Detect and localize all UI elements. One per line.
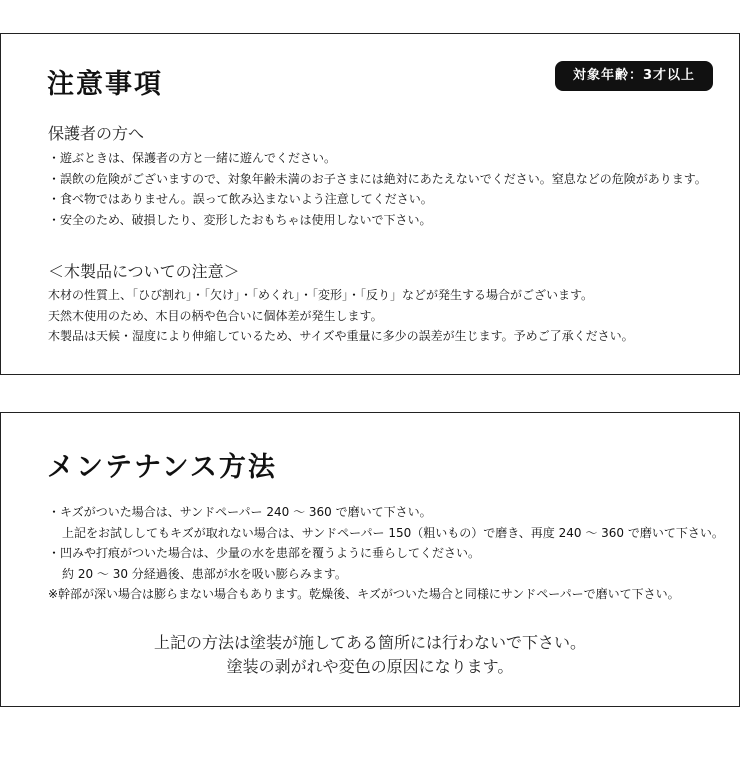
guardian-item: ・食べ物ではありません。誤って飲み込まないよう注意してください。 [48, 192, 433, 206]
wood-note-line: 木材の性質上、「ひび割れ」・「欠け」・「めくれ」・「変形」・「反り」などが発生する場合がございます。 [48, 288, 594, 302]
guardian-item: ・安全のため、破損したり、変形したおもちゃは使用しないで下さい。 [48, 212, 432, 227]
maintenance-footer-note [1, 631, 739, 679]
maintenance-line: 約 20 ～ 30 分経過後、患部が水を吸い膨らみます。 [62, 566, 347, 581]
guardian-heading: 保護者の方へ [48, 124, 145, 143]
wood-notes [48, 285, 729, 347]
maintenance-title: メンテナンス方法 [47, 452, 277, 483]
age-badge: 対象年齢：3才以上 [555, 61, 713, 91]
maintenance-line: 上記をお試ししてもキズが取れない場合は、サンドペーパー 150（粗いもの）で磨き、再度 240 ～ 360 で磨いて下さい。 [62, 525, 724, 540]
guardian-list [48, 148, 729, 230]
wood-note-line: 天然木使用のため、木目の柄や色合いに個体差が発生します。 [48, 308, 383, 323]
maintenance-panel [0, 412, 740, 707]
guardian-item: ・誤飲の危険がございますので、対象年齢未満のお子さまには絶対にあたえないでください。窒息などの危険があります。 [48, 171, 707, 186]
footer-line-2: 塗装の剥がれや変色の原因になります。 [226, 657, 514, 676]
footer-line-1: 上記の方法は塗装が施してある箇所には行わないで下さい。 [153, 633, 586, 652]
guardian-item: ・遊ぶときは、保護者の方と一緒に遊んでください。 [48, 151, 337, 165]
caution-panel [0, 33, 740, 375]
wood-heading: ＜木製品についての注意＞ [48, 262, 240, 281]
maintenance-line: ※幹部が深い場合は膨らまない場合もあります。乾燥後、キズがついた場合と同様にサンドペーパーで磨いて下さい。 [48, 587, 680, 601]
maintenance-line: ・キズがついた場合は、サンドペーパー 240 ～ 360 で磨いて下さい。 [48, 505, 432, 519]
wood-note-line: 木製品は天候・湿度により伸縮しているため、サイズや重量に多少の誤差が生じます。予めご了承ください。 [48, 329, 634, 343]
maintenance-steps [48, 502, 729, 605]
caution-title: 注意事項 [47, 69, 163, 100]
maintenance-line: ・凹みや打痕がついた場合は、少量の水を患部を覆うように垂らしてください。 [48, 546, 481, 560]
